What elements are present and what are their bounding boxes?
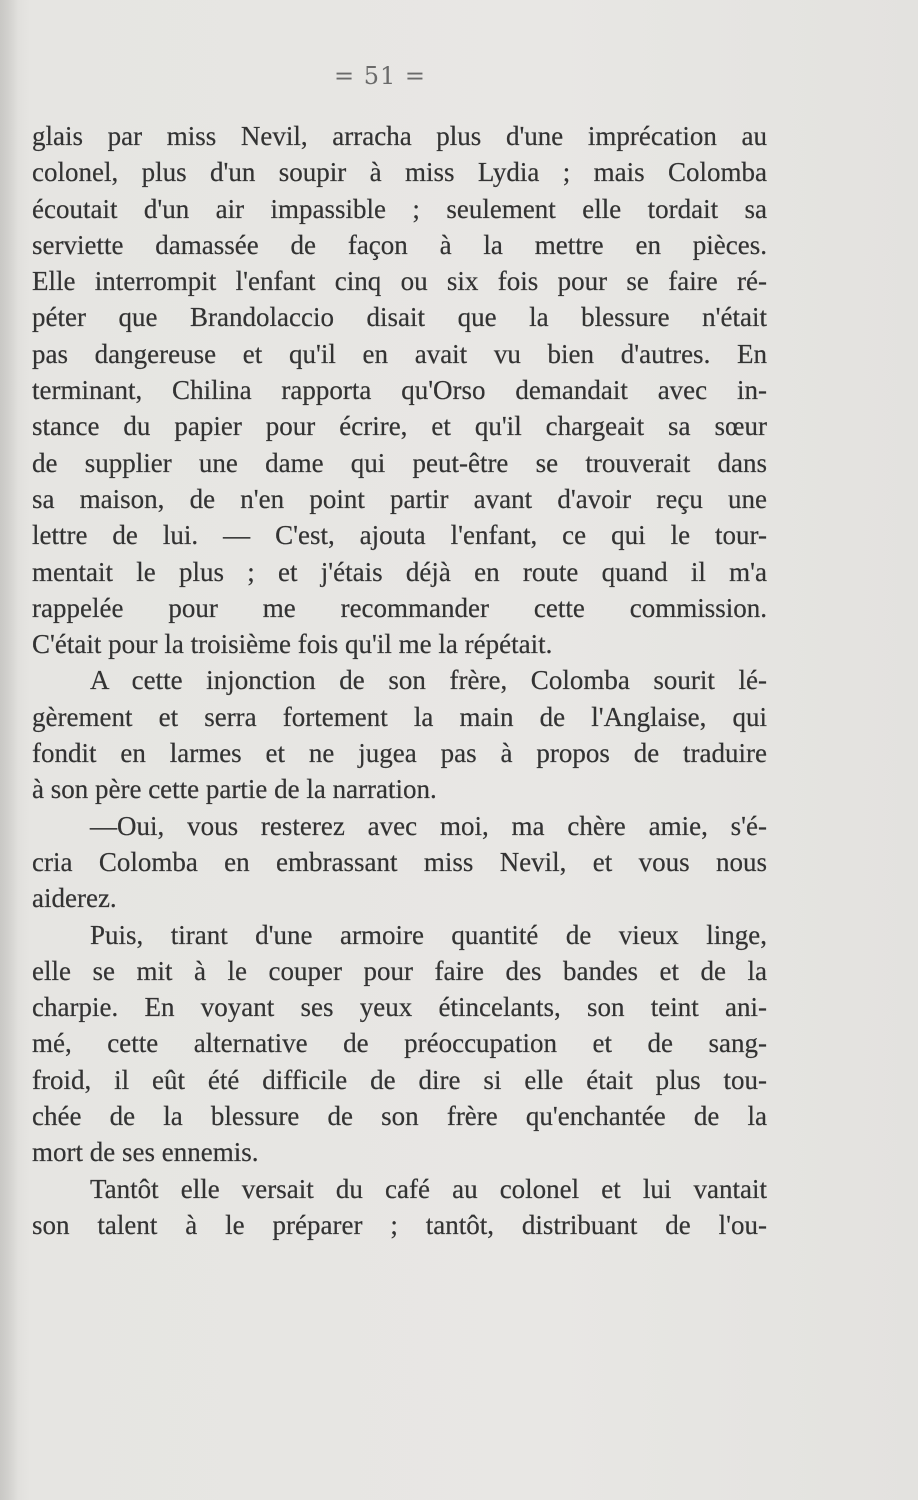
text-line: mort de ses ennemis. — [32, 1137, 259, 1168]
text-line: fondit en larmes et ne jugea pas à propos de traduire — [32, 738, 767, 769]
text-line: écoutait d'un air impassible ; seulement elle tordait sa — [32, 193, 767, 224]
text-line: glais par miss Nevil, arracha plus d'une imprécation au — [32, 121, 767, 151]
text-line: gèrement et serra fortement la main de l'Anglaise, qui — [32, 701, 767, 732]
text-line: Puis, tirant d'une armoire quantité de vieux linge, — [90, 919, 767, 950]
text-line: à son père cette partie de la narration. — [32, 774, 437, 805]
page-edge-shadow — [0, 0, 18, 1500]
page-number: = 51 = — [333, 62, 426, 90]
text-line: cria Colomba en embrassant miss Nevil, et vous nous — [32, 846, 767, 877]
text-line: A cette injonction de son frère, Colomba sourit lé- — [90, 665, 767, 696]
text-line: sa maison, de n'en point partir avant d'avoir reçu une — [32, 483, 767, 514]
text-line: —Oui, vous resterez avec moi, ma chère amie, s'é- — [90, 810, 767, 841]
text-line: colonel, plus d'un soupir à miss Lydia ; mais Colomba — [32, 157, 767, 188]
text-line: elle se mit à le couper pour faire des bandes et de la — [32, 955, 767, 986]
text-line: serviette damassée de façon à la mettre en pièces. — [32, 229, 767, 260]
text-line: son talent à le préparer ; tantôt, distribuant de l'ou- — [32, 1209, 767, 1240]
text-line: froid, il eût été difficile de dire si elle était plus tou- — [32, 1064, 767, 1095]
text-line: Elle interrompit l'enfant cinq ou six fois pour se faire ré- — [32, 266, 767, 297]
text-line: lettre de lui. — C'est, ajouta l'enfant, ce qui le tour- — [32, 520, 767, 551]
text-line: chée de la blessure de son frère qu'enchantée de la — [32, 1101, 767, 1132]
text-line: pas dangereuse et qu'il en avait vu bien d'autres. En — [32, 338, 767, 369]
text-line: aiderez. — [32, 883, 117, 914]
text-line: stance du papier pour écrire, et qu'il chargeait sa sœur — [32, 411, 767, 442]
text-line: Tantôt elle versait du café au colonel et lui vantait — [90, 1173, 767, 1204]
text-line: de supplier une dame qui peut-être se trouverait dans — [32, 447, 767, 478]
text-line: rappelée pour me recommander cette commission. — [32, 592, 767, 623]
text-line: terminant, Chilina rapporta qu'Orso demandait avec in- — [32, 375, 767, 406]
body-text — [32, 118, 767, 1243]
text-line: charpie. En voyant ses yeux étincelants, son teint ani- — [32, 992, 767, 1023]
text-line: péter que Brandolaccio disait que la blessure n'était — [32, 302, 767, 333]
text-line: mentait le plus ; et j'étais déjà en route quand il m'a — [32, 556, 767, 587]
text-line: mé, cette alternative de préoccupation et de sang- — [32, 1028, 767, 1059]
text-line: C'était pour la troisième fois qu'il me la répétait. — [32, 629, 553, 660]
